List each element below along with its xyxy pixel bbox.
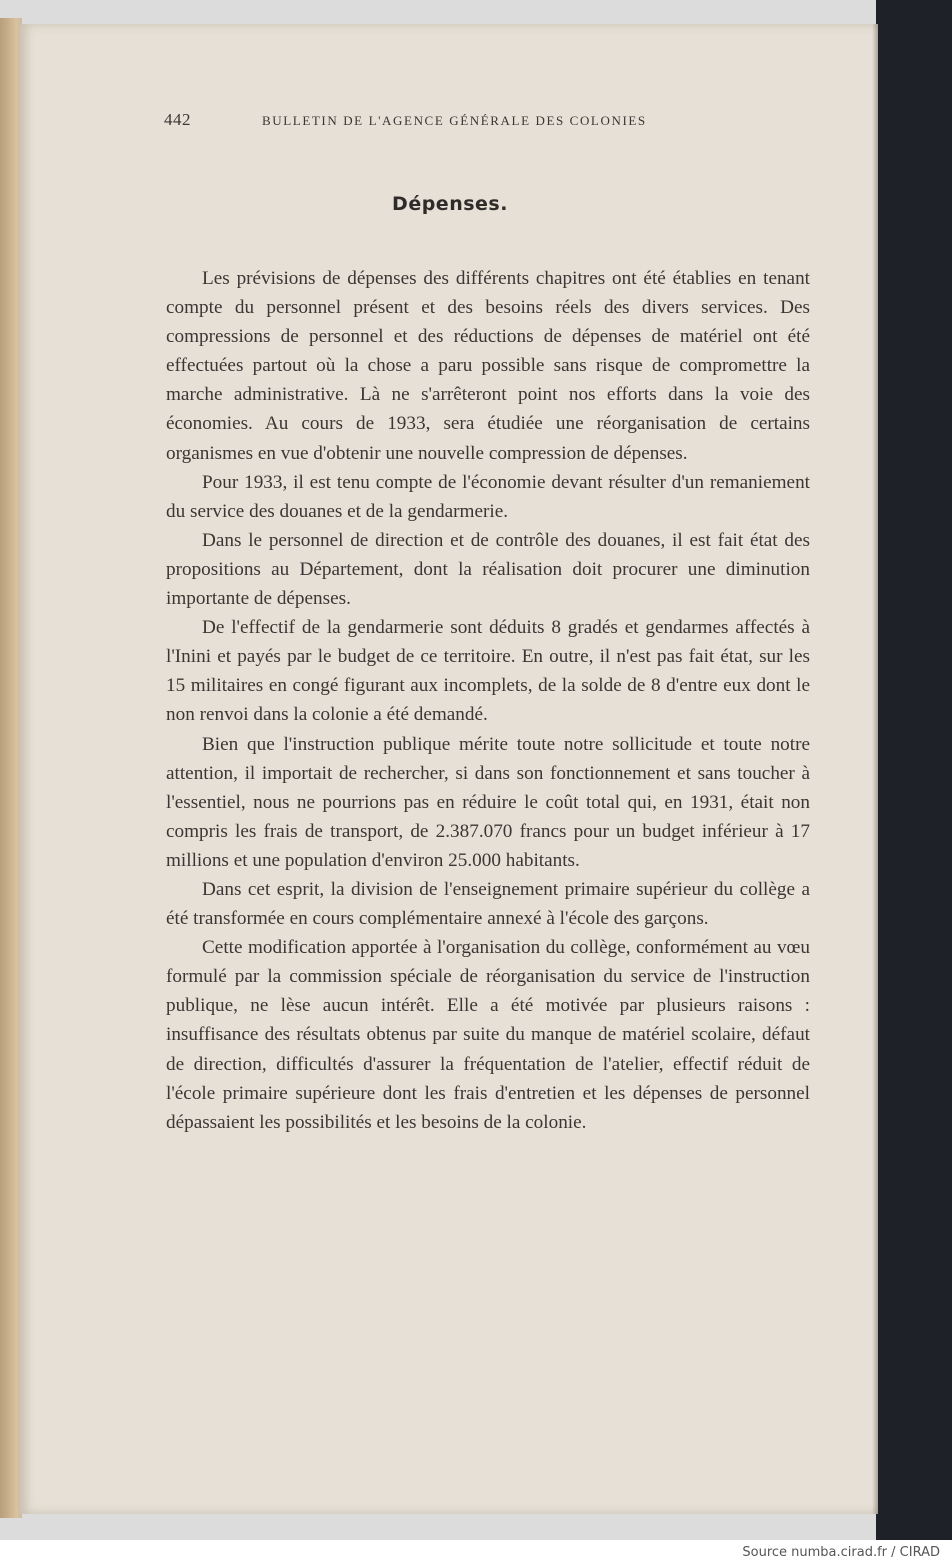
- scanner-background: [876, 0, 952, 1540]
- paragraph: Bien que l'instruction publique mérite toute notre sollicitude et toute notre attention, il importait de rechercher, si dans son fonctionnement et sans toucher à l'essentiel, nous ne pourrions pas en réduire le coût total qui, en 1931, était non compris les frais de transport, de 2.387.070 francs pour un budget inférieur à 17 millions et une population d'environ 25.000 habitants.: [166, 733, 810, 871]
- section-title: Dépenses.: [392, 193, 508, 215]
- page-stack-edge: [0, 18, 22, 1518]
- page-number: 442: [164, 110, 191, 129]
- paragraph: Pour 1933, il est tenu compte de l'économie devant résulter d'un remaniement du service des douanes et de la gendarmerie.: [166, 471, 810, 522]
- paragraph: Dans cet esprit, la division de l'enseignement primaire supérieur du collège a été transformée en cours complémentaire annexé à l'école des garçons.: [166, 878, 810, 930]
- paragraph: Cette modification apportée à l'organisation du collège, conformément au vœu formulé par la commission spéciale de réorganisation du service de l'instruction publique, ne lèse aucun intérêt. Elle a été motivée par plusieurs raisons : insuffisance des résultats obtenus par suite du manque de matériel scolaire, défaut de direction, difficultés d'assurer la fréquentation de l'atelier, effectif réduit de l'école primaire supérieure dont les frais d'entretien et les dépenses de personnel dépassaient les possibilités et les besoins de la colonie.: [166, 937, 810, 1133]
- running-header: [164, 110, 724, 130]
- paragraph: Les prévisions de dépenses des différents chapitres ont été établies en tenant compte du personnel présent et des besoins réels des divers services. Des compressions de personnel et des réductions de dépenses de matériel ont été effectuées partout où la chose a paru possible sans risque de compromettre la marche administrative. Là ne s'arrêteront point nos efforts dans la voie des économies. Au cours de 1933, sera étudiée une réorganisation de certains organismes en vue d'obtenir une nouvelle compression de dépenses.: [166, 268, 810, 464]
- body-text: [166, 264, 810, 1137]
- paragraph: Dans le personnel de direction et de contrôle des douanes, il est fait état des propositions au Département, dont la réalisation doit procurer une diminution importante de dépenses.: [166, 529, 810, 610]
- paragraph: De l'effectif de la gendarmerie sont déduits 8 gradés et gendarmes affectés à l'Inini et payés par le budget de ce territoire. En outre, il n'est pas fait état, sur les 15 militaires en congé figurant aux incomplets, de la solde de 8 d'entre eux dont le non renvoi dans la colonie a été demandé.: [166, 617, 810, 726]
- journal-title: BULLETIN DE L'AGENCE GÉNÉRALE DES COLONIES: [262, 113, 647, 128]
- source-credit: Source numba.cirad.fr / CIRAD: [742, 1545, 940, 1560]
